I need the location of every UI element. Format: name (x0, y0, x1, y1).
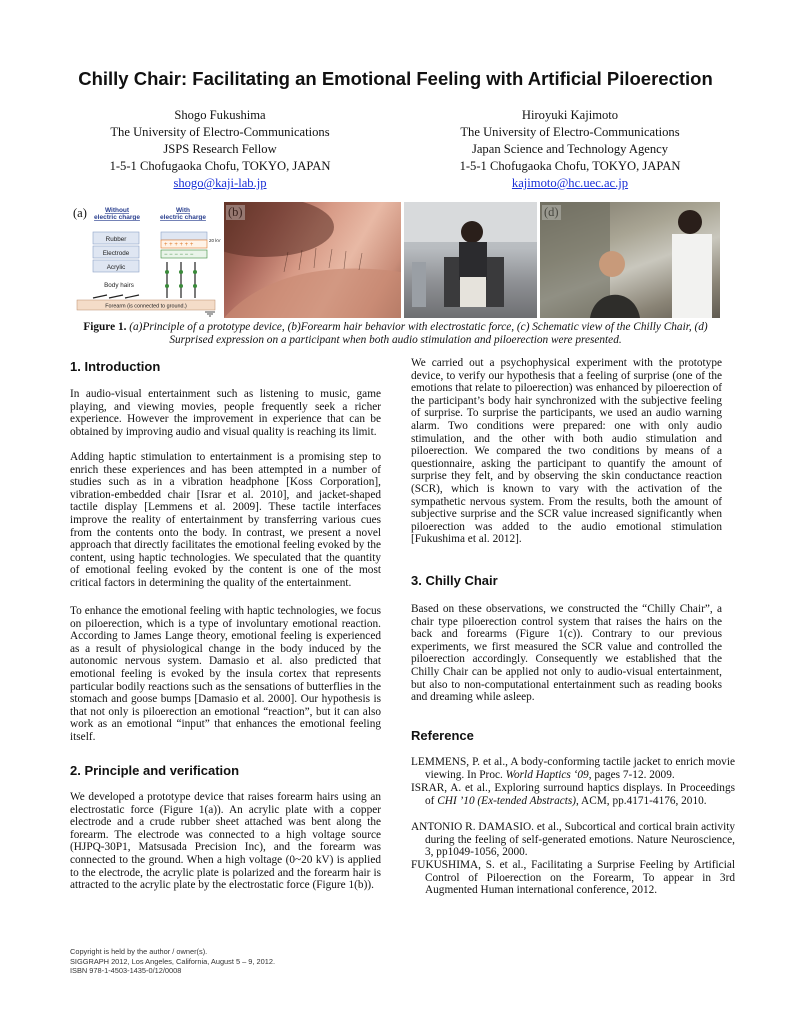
author-name: Shogo Fukushima (174, 108, 266, 122)
intro-paragraph-2: Adding haptic stimulation to entertainment is a promising step to enrich these experiences and has been attempted in a number of studies such as in a vibration headphone [Koss Corporation], vibration-embedded chair [Israr et al. 2010], and jacket-shaped tactile display [Lemmens et al. 2009]. These tactile interfaces improve the reality of entertainment by transferring various cues from the contents onto the body. In contrast, we present a novel approach that directly facilitates the emotional feeling evoked by the content, using haptic technologies. We speculated that the quantity of emotional feeling evoked by the content is one of the most critical factors in determining the quality of the entertainment. (70, 451, 381, 589)
author-role: JSPS Research Fellow (163, 142, 277, 156)
intro-paragraph-1: In audio-visual entertainment such as listening to music, game playing, and viewing movies, people frequently seek a richer experience. However the improvement in experience that can be obtained by improving audio and visual quality is reaching its limit. (70, 388, 381, 438)
svg-text:− − − − − −: − − − − − − (164, 252, 194, 258)
footer-isbn-line: ISBN 978-1-4503-1435-0/12/0008 (70, 966, 182, 976)
paper-title: Chilly Chair: Facilitating an Emotional Feeling with Artificial Piloerection (78, 68, 713, 89)
reference-item: FUKUSHIMA, S. et al., Facilitating a Surprise Feeling by Artificial Control of Piloerection on the Forearm, To appear in 3rd Augmented Human international conference, 2012. (411, 859, 735, 897)
figure-caption-label: Figure 1 (83, 321, 124, 333)
author-name: Hiroyuki Kajimoto (521, 108, 619, 122)
intro-paragraph-3: To enhance the emotional feeling with haptic technologies, we focus on piloerection, which is a type of involuntary emotional reaction. According to James Lange theory, emotional feeling is experienced as a result of physiological change in the body induced by the autonomic nervous system. Damasio et al. also predicted that emotional feeling is evoked by the insula cortex that represents particular bodily reactions such as the sensations of butterflies in the stomach and goose bumps [Damasio et al. 2000]. Our hypothesis is that not only is piloerection an emotional “reaction”, but it can also work as an emotional “input” that enhances the emotional feeling itself. (70, 605, 381, 743)
author-email-link[interactable]: shogo@kaji-lab.jp (173, 176, 267, 190)
forearm-hair-photo-icon (224, 202, 401, 318)
footer-conference-line: SIGGRAPH 2012, Los Angeles, California, August 5 – 9, 2012. (70, 956, 276, 966)
figure-panel-a-diagram (71, 202, 221, 318)
author-affiliation: The University of Electro-Communications (110, 125, 330, 139)
reference-item: ISRAR, A. et al., Exploring surround haptics displays. In Proceedings of CHI ’10 (Ex-tended Abstracts), ACM, pp.4171-4176, 2010. (411, 782, 735, 807)
forearm-label: Forearm (is connected to ground.) (105, 303, 187, 310)
author-address: 1-5-1 Chofugaoka Chofu, TOKYO, JAPAN (109, 159, 331, 173)
without-charge-label: Without electric charge (94, 207, 140, 221)
section-heading-principle: 2. Principle and verification (70, 763, 240, 778)
minus-charge-icon (164, 252, 194, 258)
author-email-link[interactable]: kajimoto@hc.uec.ac.jp (511, 176, 629, 190)
section-heading-introduction: 1. Introduction (70, 359, 161, 374)
body-hairs-label: Body hairs (104, 282, 134, 289)
principle-paragraph-2: We carried out a psychophysical experiment with the prototype device, to verify our hypothesis that a feeling of surprise (one of the emotions that relate to piloerection) was enhanced by piloerection of the participant’s body hair synchronized with the subjective feeling of surprise. To surprise the participants, we used an audio warning alarm. Two conditions were prepared: one with only audio stimulation, and the other with both audio stimulation and piloerection. We compared the two conditions by means of a questionnaire, asking the participant to quantify the amount of surprise they felt, and by observing the skin conductance reaction (SCR), which is known to vary with the activation of the sympathetic nervous system. From the results, both the amount of subjective surprise and the SCR value increased significantly when piloerection was added to the audio emotional stimulation [Fukushima et al. 2012]. (411, 357, 722, 546)
with-charge-label: With electric charge (160, 207, 206, 221)
panel-label: (a) (73, 206, 87, 220)
rubber-label: Rubber (105, 236, 127, 243)
section-heading-chilly-chair: 3. Chilly Chair (411, 573, 498, 588)
section-heading-reference: Reference (411, 728, 474, 743)
acrylic-label: Acrylic (106, 264, 126, 271)
ground-icon (205, 312, 215, 316)
footer-copyright-line: Copyright is held by the author / owner(s). (70, 947, 208, 956)
author-address: 1-5-1 Chofugaoka Chofu, TOKYO, JAPAN (459, 159, 681, 173)
reference-item: LEMMENS, P. et al., A body-conforming tactile jacket to enrich movie viewing. In Proc. World Haptics ‘09, pages 7-12. 2009. (411, 756, 735, 781)
raised-hairs-icon (167, 262, 195, 298)
reference-item: ANTONIO R. DAMASIO. et al., Subcortical and cortical brain activity during the feeling of self-generated emotions. Nature Neuroscience, 3, pp1049-1056, 2000. (411, 821, 735, 859)
flat-hairs-icon (93, 295, 139, 298)
surprised-participant-photo-icon (540, 202, 720, 318)
figure-panel-b-photo (224, 202, 401, 318)
figure-panel-c-photo (404, 202, 537, 318)
plus-charge-icon (164, 242, 194, 248)
kv-label: 20 kV (209, 238, 221, 243)
figure-caption-text: (a)Principle of a prototype device, (b)Forearm hair behavior with electrostatic force, (c) Schematic view of the Chilly Chair, (d) Surprised expression on a participant when both audio stimulation and piloerection were presented. (129, 321, 708, 346)
principle-diagram (71, 202, 221, 318)
copyright-footer (70, 947, 275, 976)
chilly-chair-photo-icon (404, 202, 537, 318)
principle-paragraph-1: We developed a prototype device that raises forearm hairs using an electrostatic force (Figure 1(a)). An acrylic plate with a copper electrode and a crude rubber sheet attached was bent along the forearm. The electrode was connected to a high voltage source (HJPQ-30P1, Matsusada Precision Inc), and the forearm was connected to the ground. When a high voltage (0~20 kV) is applied to the electrode, the acrylic plate is polarized and the forearm hair is attracted to the acrylic plate by the electrostatic force (Figure 1(b)). (70, 791, 381, 892)
chilly-chair-paragraph: Based on these observations, we constructed the “Chilly Chair”, a chair type piloerection control system that raises the hairs on the back and forearms (Figure 1(c)). Contrary to our previous experiments, we first measured the SCR value and controlled the piloerection accordingly. Consequently we established that the Chilly Chair can be applied not only to audio-visual entertainment, but also to non-computational entertainment such as reading books and dreaming while asleep. (411, 603, 722, 704)
svg-text:+ + + + + +: + + + + + + (164, 242, 194, 248)
rubber-layer-icon (161, 232, 207, 240)
electrode-label: Electrode (102, 250, 130, 257)
author-block-1 (70, 107, 370, 192)
author-block-2 (420, 107, 720, 192)
figure-caption: Figure 1. (a)Principle of a prototype device, (b)Forearm hair behavior with electrostatic force, (c) Schematic view of the Chilly Chair, (d) Surprised expression on a participant when both audio stimulation and piloerection were presented. (83, 321, 708, 346)
author-affiliation: The University of Electro-Communications (460, 125, 680, 139)
figure-panel-d-photo (540, 202, 720, 318)
author-role: Japan Science and Technology Agency (471, 142, 669, 156)
